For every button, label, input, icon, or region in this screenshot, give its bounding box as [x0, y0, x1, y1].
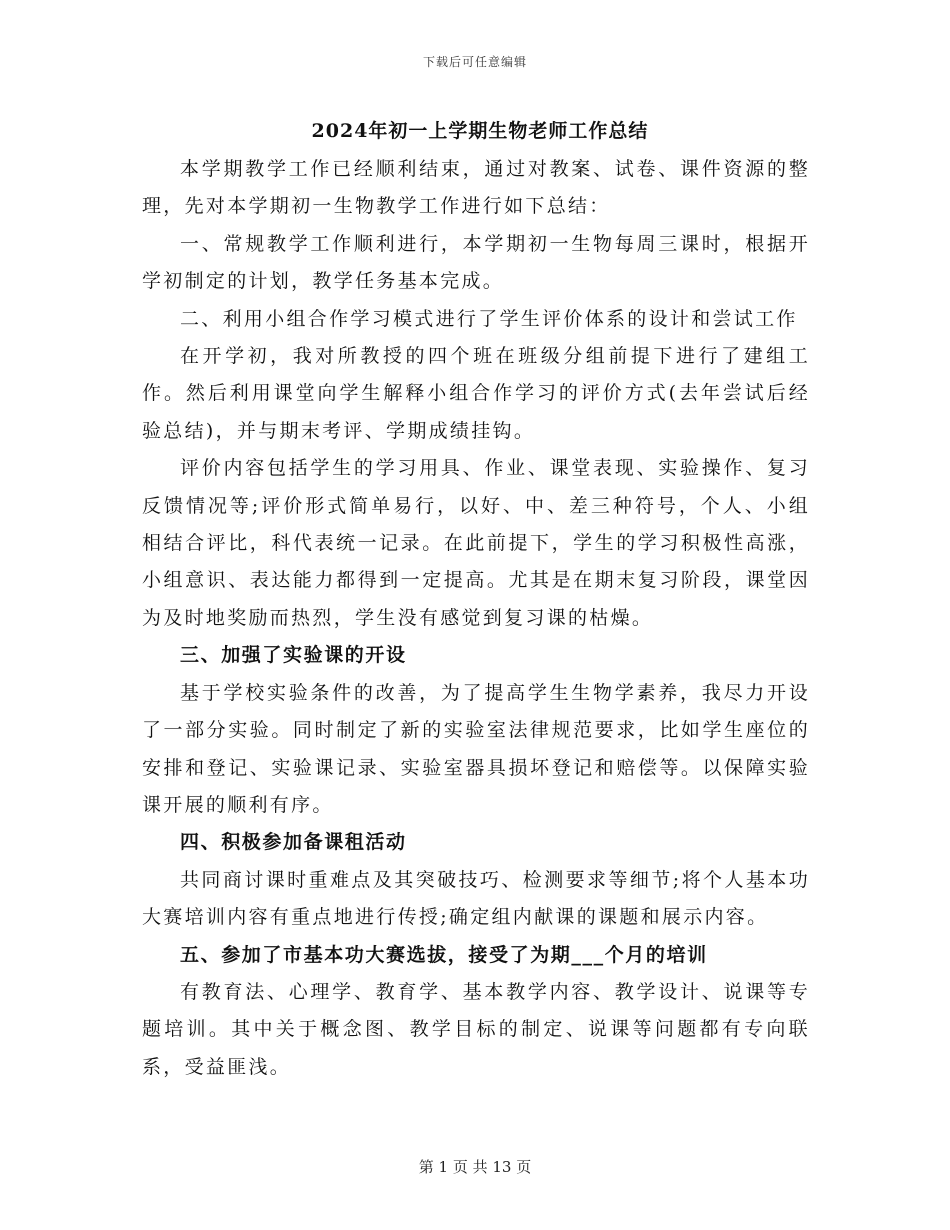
section-2-paragraph: 二、利用小组合作学习模式进行了学生评价体系的设计和尝试工作	[180, 307, 798, 330]
section-3-heading: 三、加强了实验课的开设	[180, 644, 407, 667]
page-number: 第 1 页 共 13 页	[418, 1158, 532, 1176]
document-body	[142, 151, 810, 1086]
intro-paragraph: 本学期教学工作已经顺利结束，通过对教案、试卷、课件资源的整理，先对本学期初一生物教学工作进行如下总结：	[142, 158, 810, 218]
section-5-heading: 五、参加了市基本功大赛选拔，接受了为期___个月的培训	[180, 943, 708, 966]
section-1-paragraph: 一、常规教学工作顺利进行，本学期初一生物每周三课时，根据开学初制定的计划，教学任务基本完成。	[142, 232, 810, 293]
document-title: 2024年初一上学期生物老师工作总结	[311, 120, 649, 142]
body-paragraph: 共同商讨课时重难点及其突破技巧、检测要求等细节;将个人基本功大赛培训内容有重点地进行传授;确定组内献课的课题和展示内容。	[142, 868, 810, 929]
body-paragraph: 有教育法、心理学、教育学、基本教学内容、教学设计、说课等专题培训。其中关于概念图、教学目标的制定、说课等问题都有专向联系，受益匪浅。	[142, 980, 810, 1078]
section-4-heading: 四、积极参加备课租活动	[180, 831, 407, 854]
page-header-note: 下载后可任意编辑	[422, 55, 527, 69]
body-paragraph: 基于学校实验条件的改善，为了提高学生生物学素养，我尽力开设了一部分实验。同时制定了新的实验室法律规范要求，比如学生座位的安排和登记、实验课记录、实验室器具损坏登记和赔偿等。以保障实验课开展的顺利有序。	[142, 681, 810, 816]
body-paragraph: 评价内容包括学生的学习用具、作业、课堂表现、实验操作、复习反馈情况等;评价形式简单易行，以好、中、差三种符号，个人、小组相结合评比，科代表统一记录。在此前提下，学生的学习积极性高涨，小组意识、表达能力都得到一定提高。尤其是在期末复习阶段，课堂因为及时地奖励而热烈，学生没有感觉到复习课的枯燥。	[142, 457, 810, 629]
body-paragraph: 在开学初，我对所教授的四个班在班级分组前提下进行了建组工作。然后利用课堂向学生解释小组合作学习的评价方式(去年尝试后经验总结)，并与期末考评、学期成绩挂钩。	[142, 345, 810, 442]
